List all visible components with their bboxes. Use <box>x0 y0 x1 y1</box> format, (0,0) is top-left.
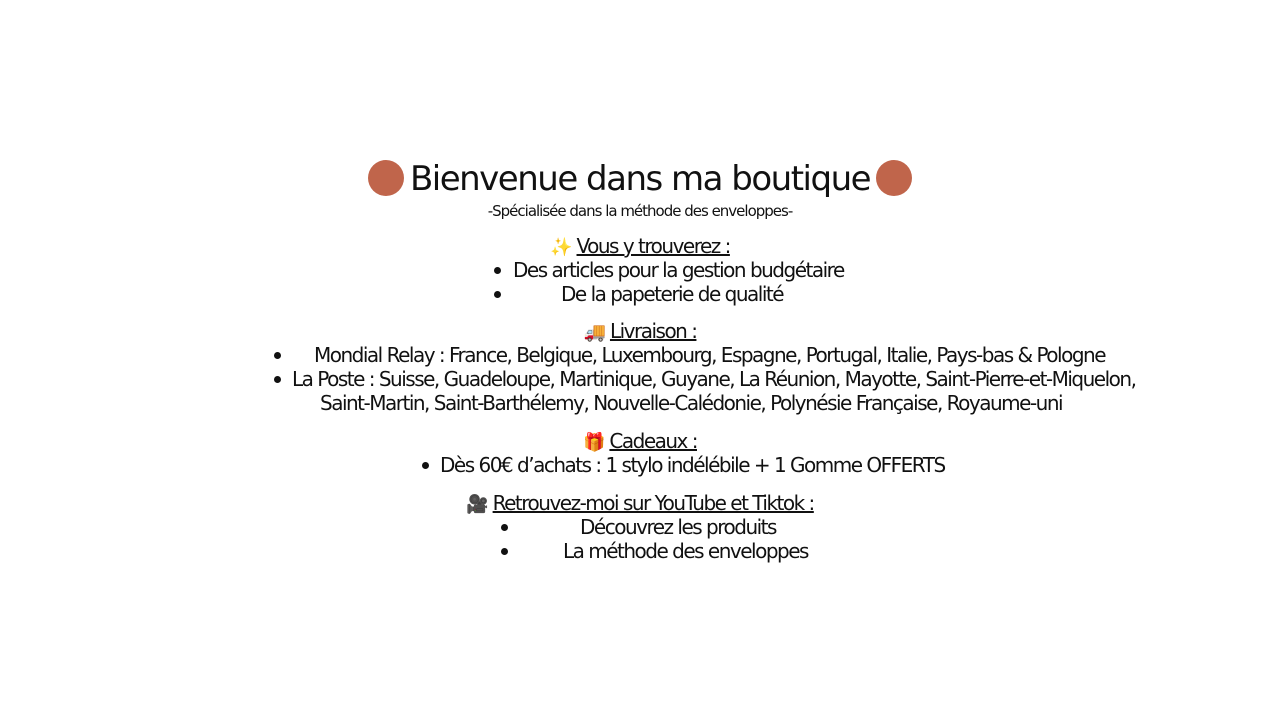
gift-icon: 🎁 <box>582 432 606 453</box>
bullet-icon <box>494 291 501 298</box>
sparkles-icon: ✨ <box>550 237 573 258</box>
section-heading-social <box>0 490 1280 518</box>
section-heading-text: Vous y trouverez : <box>576 234 730 258</box>
page-title: Bienvenue dans ma boutique <box>409 159 871 199</box>
video-camera-icon: 🎥 <box>466 494 489 515</box>
bullet-icon <box>274 376 281 383</box>
bullet-icon <box>494 267 501 274</box>
section-heading-offer <box>0 233 1280 261</box>
bullet-icon <box>501 548 508 555</box>
banner-title-row <box>0 156 1280 202</box>
bullet-icon <box>422 462 429 469</box>
list-item: Découvrez les produits <box>580 515 776 539</box>
list-item: Dès 60€ d’achats : 1 stylo indélébile + 1 Gomme OFFERTS <box>440 453 945 477</box>
section-heading-text: Retrouvez-moi sur YouTube et Tiktok : <box>492 491 814 515</box>
section-heading-text: Cadeaux : <box>609 429 697 453</box>
left-dot-icon <box>368 160 404 196</box>
delivery-truck-icon: 🚚 <box>583 322 606 343</box>
list-item: La méthode des enveloppes <box>563 539 808 563</box>
section-heading-delivery <box>0 318 1280 346</box>
bullet-icon <box>274 352 281 359</box>
list-item: La Poste : Suisse, Guadeloupe, Martinique, Guyane, La Réunion, Mayotte, Saint-Pierre-et-Miquelon, <box>292 367 1136 391</box>
bullet-icon <box>501 524 508 531</box>
list-item: Mondial Relay : France, Belgique, Luxembourg, Espagne, Portugal, Italie, Pays-bas & Pologne <box>314 343 1105 367</box>
section-heading-gifts <box>0 428 1280 456</box>
list-item-continuation: Saint-Martin, Saint-Barthélemy, Nouvelle-Calédonie, Polynésie Française, Royaume-uni <box>320 391 1063 415</box>
section-heading-text: Livraison : <box>609 319 697 343</box>
page-subtitle: -Spécialisée dans la méthode des enveloppes- <box>487 202 793 220</box>
right-dot-icon <box>876 160 912 196</box>
list-item: De la papeterie de qualité <box>561 282 784 306</box>
list-item: Des articles pour la gestion budgétaire <box>513 258 844 282</box>
